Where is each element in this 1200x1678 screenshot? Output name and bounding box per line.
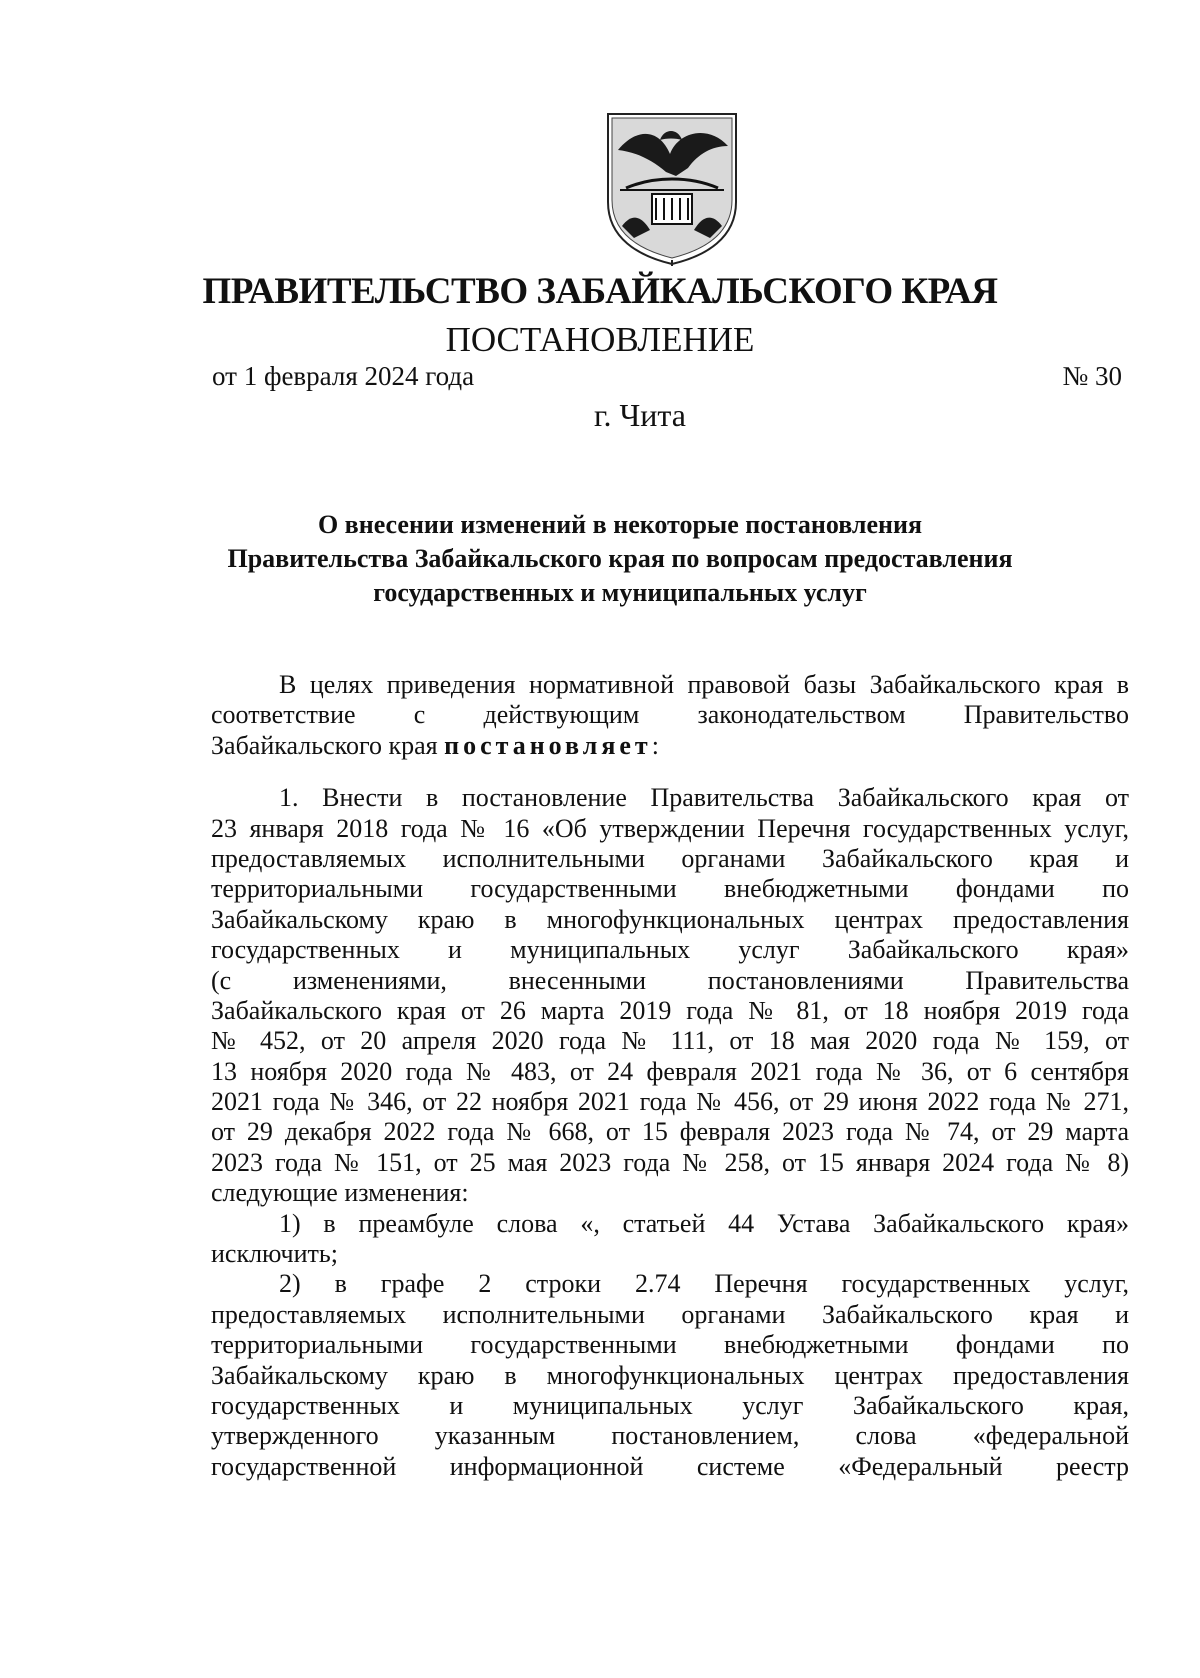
item1-line: предоставляемых исполнительными органами Забайкальского края и (211, 843, 1129, 873)
subject-line: государственных и муниципальных услуг (373, 578, 867, 607)
subitem1-line: 1) в преамбуле слова «, статьей 44 Устава Забайкальского края» (279, 1208, 1129, 1238)
preamble-text: Забайкальского края (211, 730, 445, 760)
item1-line: следующие изменения: (211, 1178, 469, 1208)
subitem2-line: государственной информационной системе «Федеральный реестр (211, 1451, 1129, 1481)
subitem1-line: исключить; (211, 1239, 338, 1269)
paragraph-gap (211, 761, 1129, 783)
item1-line: Забайкальского края от 26 марта 2019 года № 81, от 18 ноября 2019 года (211, 995, 1129, 1025)
item1-line: 2021 года № 346, от 22 ноября 2021 года № 456, от 29 июня 2022 года № 271, (211, 1087, 1129, 1117)
item1-line: № 452, от 20 апреля 2020 года № 111, от 18 мая 2020 года № 159, от (211, 1026, 1129, 1056)
document-type: ПОСТАНОВЛЕНИЕ (445, 320, 755, 359)
document-subject (180, 508, 1060, 610)
document-city: г. Чита (593, 397, 686, 433)
subject-line: Правительства Забайкальского края по вопросам предоставления (227, 544, 1013, 573)
item1-line: 1. Внести в постановление Правительства Забайкальского края от (279, 783, 1129, 813)
subitem2-line: территориальными государственными внебюджетными фондами по (211, 1330, 1129, 1360)
item1-line: 2023 года № 151, от 25 мая 2023 года № 258, от 15 января 2024 года № 8) (211, 1147, 1129, 1177)
subitem2-line: утвержденного указанным постановлением, слова «федеральной (211, 1421, 1129, 1451)
document-date: от 1 февраля 2024 года (212, 361, 475, 391)
document-body (211, 670, 1129, 1482)
item1-line: Забайкальскому краю в многофункциональных центрах предоставления (211, 904, 1129, 934)
subitem2-line: Забайкальскому краю в многофункциональных центрах предоставления (211, 1360, 1129, 1390)
resolves-word: постановляет (444, 730, 652, 760)
preamble-line: В целях приведения нормативной правовой базы Забайкальского края в (279, 670, 1129, 699)
subject-line: О внесении изменений в некоторые постановления (317, 510, 923, 539)
government-name: ПРАВИТЕЛЬСТВО ЗАБАЙКАЛЬСКОГО КРАЯ (202, 271, 998, 312)
item1-line: государственных и муниципальных услуг Забайкальского края» (211, 935, 1129, 965)
item1-line: (с изменениями, внесенными постановлениями Правительства (211, 965, 1129, 995)
item1-line: от 29 декабря 2022 года № 668, от 15 февраля 2023 года № 74, от 29 марта (211, 1117, 1129, 1147)
coat-of-arms-icon (604, 110, 740, 266)
subitem2-line: государственных и муниципальных услуг Забайкальского края, (211, 1390, 1129, 1420)
item1-line: 13 ноября 2020 года № 483, от 24 февраля 2021 года № 36, от 6 сентября (211, 1056, 1129, 1086)
subitem2-line: предоставляемых исполнительными органами Забайкальского края и (211, 1299, 1129, 1329)
item1-line: территориальными государственными внебюджетными фондами по (211, 874, 1129, 904)
item1-line: 23 января 2018 года № 16 «Об утверждении Перечня государственных услуг, (211, 813, 1129, 843)
preamble-line (211, 731, 1129, 761)
preamble-colon: : (651, 730, 659, 760)
subitem2-line: 2) в графе 2 строки 2.74 Перечня государственных услуг, (279, 1269, 1129, 1299)
preamble-line: соответствие с действующим законодательством Правительство (211, 700, 1129, 730)
document-number: № 30 (1062, 361, 1122, 391)
